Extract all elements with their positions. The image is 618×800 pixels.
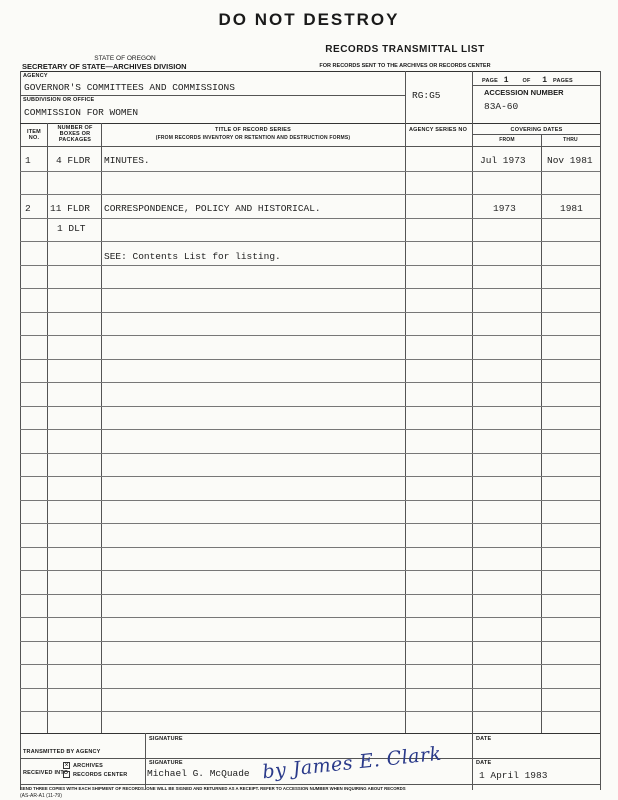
- col-thru-header: THRU: [563, 137, 578, 143]
- col-title-subheader: (FROM RECORDS INVENTORY OR RETENTION AND DESTRUCTION FORMS): [155, 135, 351, 141]
- archives-checkbox[interactable]: ×: [64, 762, 69, 769]
- row1-title: MINUTES.: [104, 155, 150, 166]
- page-divider: [472, 85, 600, 86]
- agency-label: AGENCY: [23, 73, 48, 79]
- col-boxes-header: NUMBER OF BOXES OR PACKAGES: [57, 125, 93, 143]
- frame-top: [20, 71, 600, 72]
- form-subtitle: FOR RECORDS SENT TO THE ARCHIVES OR RECORDS CENTER: [319, 63, 491, 69]
- row1-item: 1: [25, 155, 31, 166]
- page-indicator: [482, 76, 573, 85]
- row2-thru: 1981: [560, 203, 583, 214]
- accession-value: 83A-60: [484, 101, 519, 112]
- row2-from: 1973: [493, 203, 516, 214]
- date-label-top: DATE: [476, 736, 492, 742]
- row1-from: Jul 1973: [480, 155, 526, 166]
- footer-notice: SEND THREE COPIES WITH EACH SHIPMENT OF RECORDS. ONE WILL BE SIGNED AND RETURNED AS A RECEIPT. REFER TO ACCESSION NUMBER WHEN INQUIRING ABOUT RECORDS: [20, 786, 406, 791]
- footer-line-1: [145, 733, 146, 790]
- form-title: RECORDS TRANSMITTAL LIST: [325, 44, 485, 55]
- accession-left-line: [472, 71, 473, 123]
- subdivision-value: COMMISSION FOR WOMEN: [24, 107, 139, 118]
- received-name: Michael G. McQuade: [147, 768, 250, 779]
- header-bottom-line: [20, 123, 600, 124]
- handwritten-signature: by James E. Clark: [261, 742, 443, 784]
- col-from-header: FROM: [499, 137, 515, 143]
- row3-boxes: 1 DLT: [57, 223, 86, 234]
- archives-label: ARCHIVES: [73, 763, 104, 769]
- state-label: STATE OF OREGON: [94, 55, 156, 62]
- row1-boxes: 4 FLDR: [56, 155, 91, 166]
- rg-left-line: [405, 71, 406, 123]
- signature-label-bottom: SIGNATURE: [149, 760, 183, 766]
- received-date: 1 April 1983: [479, 770, 548, 781]
- records-center-checkbox[interactable]: [63, 771, 70, 778]
- col-title-header: TITLE OF RECORD SERIES: [215, 127, 291, 133]
- date-label-bottom: DATE: [476, 760, 492, 766]
- frame-left: [20, 71, 21, 790]
- signature-label-top: SIGNATURE: [149, 736, 183, 742]
- table-bottom-line: [20, 733, 600, 734]
- footer-bottom-line: [20, 784, 600, 785]
- col-agency-series-header: AGENCY SERIES NO: [408, 127, 468, 133]
- pages-label: PAGES: [553, 78, 573, 84]
- footer-line-2: [472, 733, 473, 790]
- row2-boxes: 11 FLDR: [50, 203, 90, 214]
- row2-item: 2: [25, 203, 31, 214]
- agency-divider: [20, 95, 405, 96]
- rg-value: RG:G5: [412, 90, 441, 101]
- frame-right: [600, 71, 601, 790]
- agency-value: GOVERNOR'S COMMITTEES AND COMMISSIONS: [24, 82, 235, 93]
- page-of-label: OF: [522, 78, 531, 84]
- accession-label: ACCESSION NUMBER: [484, 88, 564, 97]
- received-label: RECEIVED INTO: [23, 770, 69, 776]
- row2-title: CORRESPONDENCE, POLICY AND HISTORICAL.: [104, 203, 321, 214]
- form-number: (AS-AR-A1 (11-79): [20, 793, 62, 799]
- col-item-header: ITEM NO.: [27, 129, 41, 141]
- col-header-bottom: [20, 146, 600, 147]
- covering-divider: [472, 134, 600, 135]
- page-label: PAGE: [482, 78, 498, 84]
- subdivision-label: SUBDIVISION OR OFFICE: [23, 97, 95, 103]
- transmitted-label: TRANSMITTED BY AGENCY: [23, 749, 101, 755]
- col-line-5: [541, 134, 542, 733]
- col-covering-header: COVERING DATES: [510, 127, 563, 133]
- row1-thru: Nov 1981: [547, 155, 593, 166]
- records-center-label: RECORDS CENTER: [73, 772, 128, 778]
- page-current: 1: [503, 76, 509, 85]
- division-label: SECRETARY OF STATE—ARCHIVES DIVISION: [22, 62, 187, 71]
- row4-title: SEE: Contents List for listing.: [104, 251, 281, 262]
- page-total: 1: [542, 76, 548, 85]
- banner-title: DO NOT DESTROY: [218, 10, 400, 29]
